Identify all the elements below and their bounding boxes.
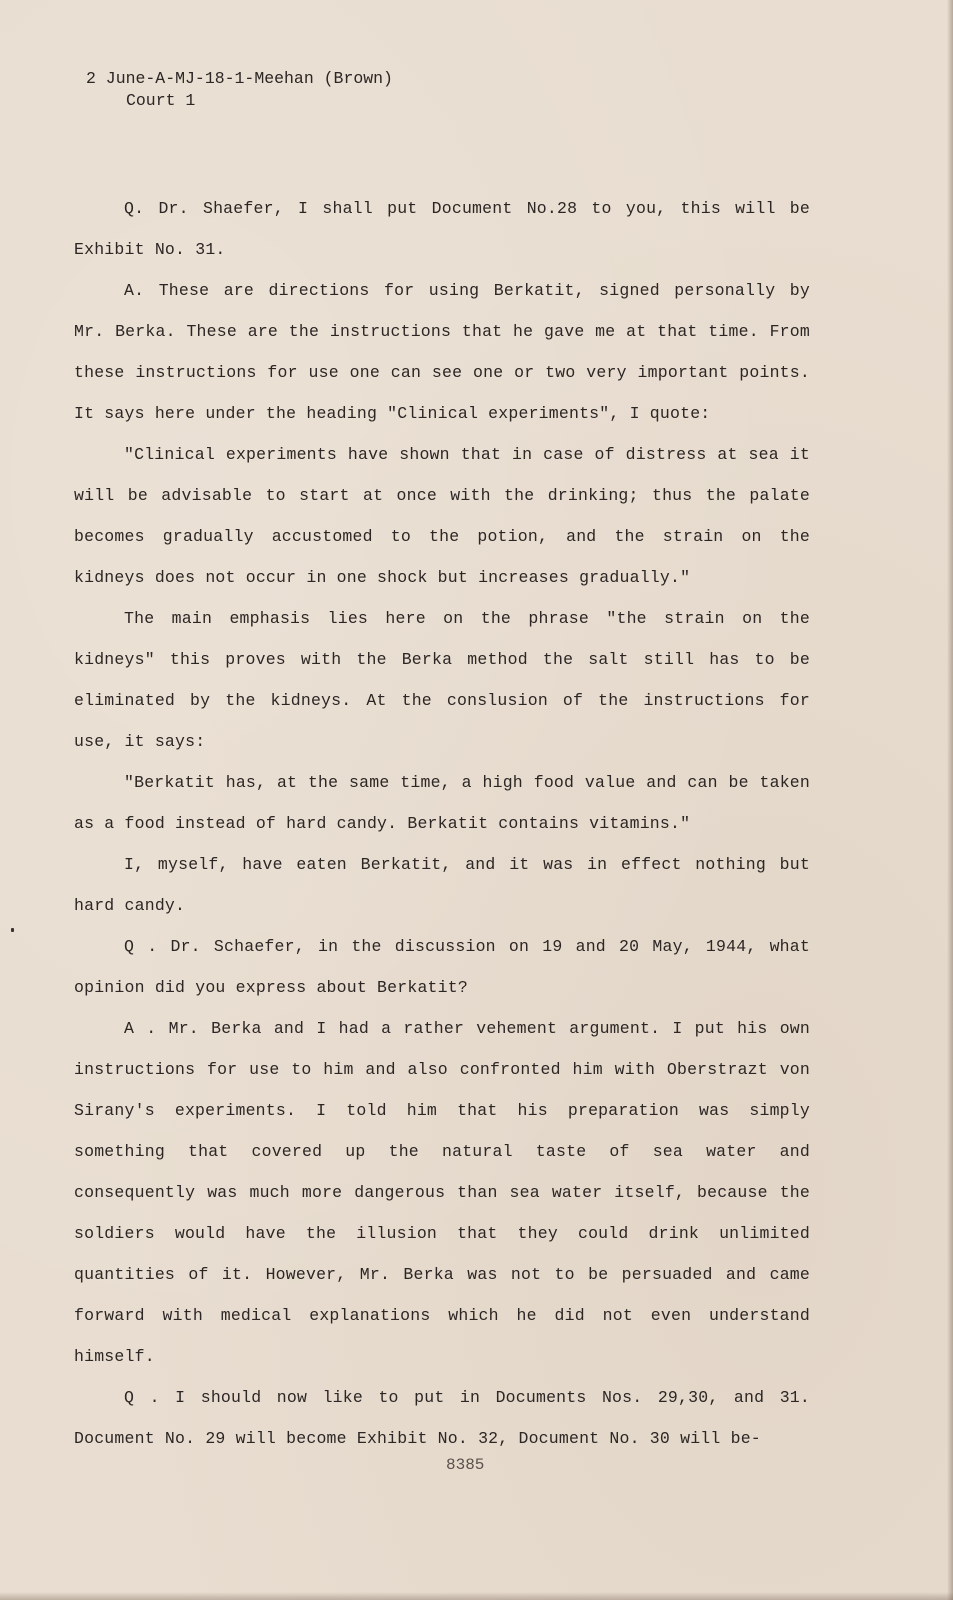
stray-ink-mark xyxy=(11,928,14,932)
paragraph-question-discussion: Q . Dr. Schaefer, in the discussion on 19 and 20 May, 1944, what opinion did you express about Berkatit? xyxy=(74,937,810,997)
paragraph-quote-food-value: "Berkatit has, at the same time, a high food value and can be taken as a food instead of hard candy. Berkatit contains vitamins." xyxy=(74,773,810,833)
transcript-body xyxy=(74,188,810,1459)
paragraph-quote-clinical-experiments: "Clinical experiments have shown that in case of distress at sea it will be advisable to start at once with the drinking; thus the palate becomes gradually accustomed to the potion, and the strain on the kidneys does not occur in one shock but increases gradually." xyxy=(74,445,810,587)
paragraph-eaten-berkatit: I, myself, have eaten Berkatit, and it was in effect nothing but hard candy. xyxy=(74,855,810,915)
page-edge-shadow-right xyxy=(947,0,953,1600)
page-edge-shadow-bottom xyxy=(0,1592,953,1600)
header-court-line: Court 1 xyxy=(126,91,196,110)
paragraph-main-emphasis: The main emphasis lies here on the phrase "the strain on the kidneys" this proves with the Berka method the salt still has to be eliminated by the kidneys. At the conslusion of the instructions for use, it says: xyxy=(74,609,810,751)
paragraph-answer-argument: A . Mr. Berka and I had a rather vehement argument. I put his own instructions for use to him and also confronted him with Oberstrazt von Sirany's experiments. I told him that his preparation was simply something that covered up the natural taste of sea water and consequently was much more dangerous than sea water itself, because the soldiers would have the illusion that they could drink unlimited quantities of it. However, Mr. Berka was not to be persuaded and came forward with medical explanations which he did not even understand himself. xyxy=(74,1019,810,1366)
paragraph-question-exhibit-31: Q. Dr. Shaefer, I shall put Document No.28 to you, this will be Exhibit No. 31. xyxy=(74,199,810,259)
paragraph-answer-directions: A. These are directions for using Berkatit, signed personally by Mr. Berka. These are the instructions that he gave me at that time. From these instructions for use one can see one or two very important points. It says here under the heading "Clinical experiments", I quote: xyxy=(74,281,810,423)
paragraph-question-documents: Q . I should now like to put in Documents Nos. 29,30, and 31. Document No. 29 will become Exhibit No. 32, Document No. 30 will be- xyxy=(74,1388,810,1448)
page-number: 8385 xyxy=(446,1456,485,1474)
header-reference-line: 2 June-A-MJ-18-1-Meehan (Brown) xyxy=(86,69,393,88)
document-header xyxy=(86,68,393,112)
